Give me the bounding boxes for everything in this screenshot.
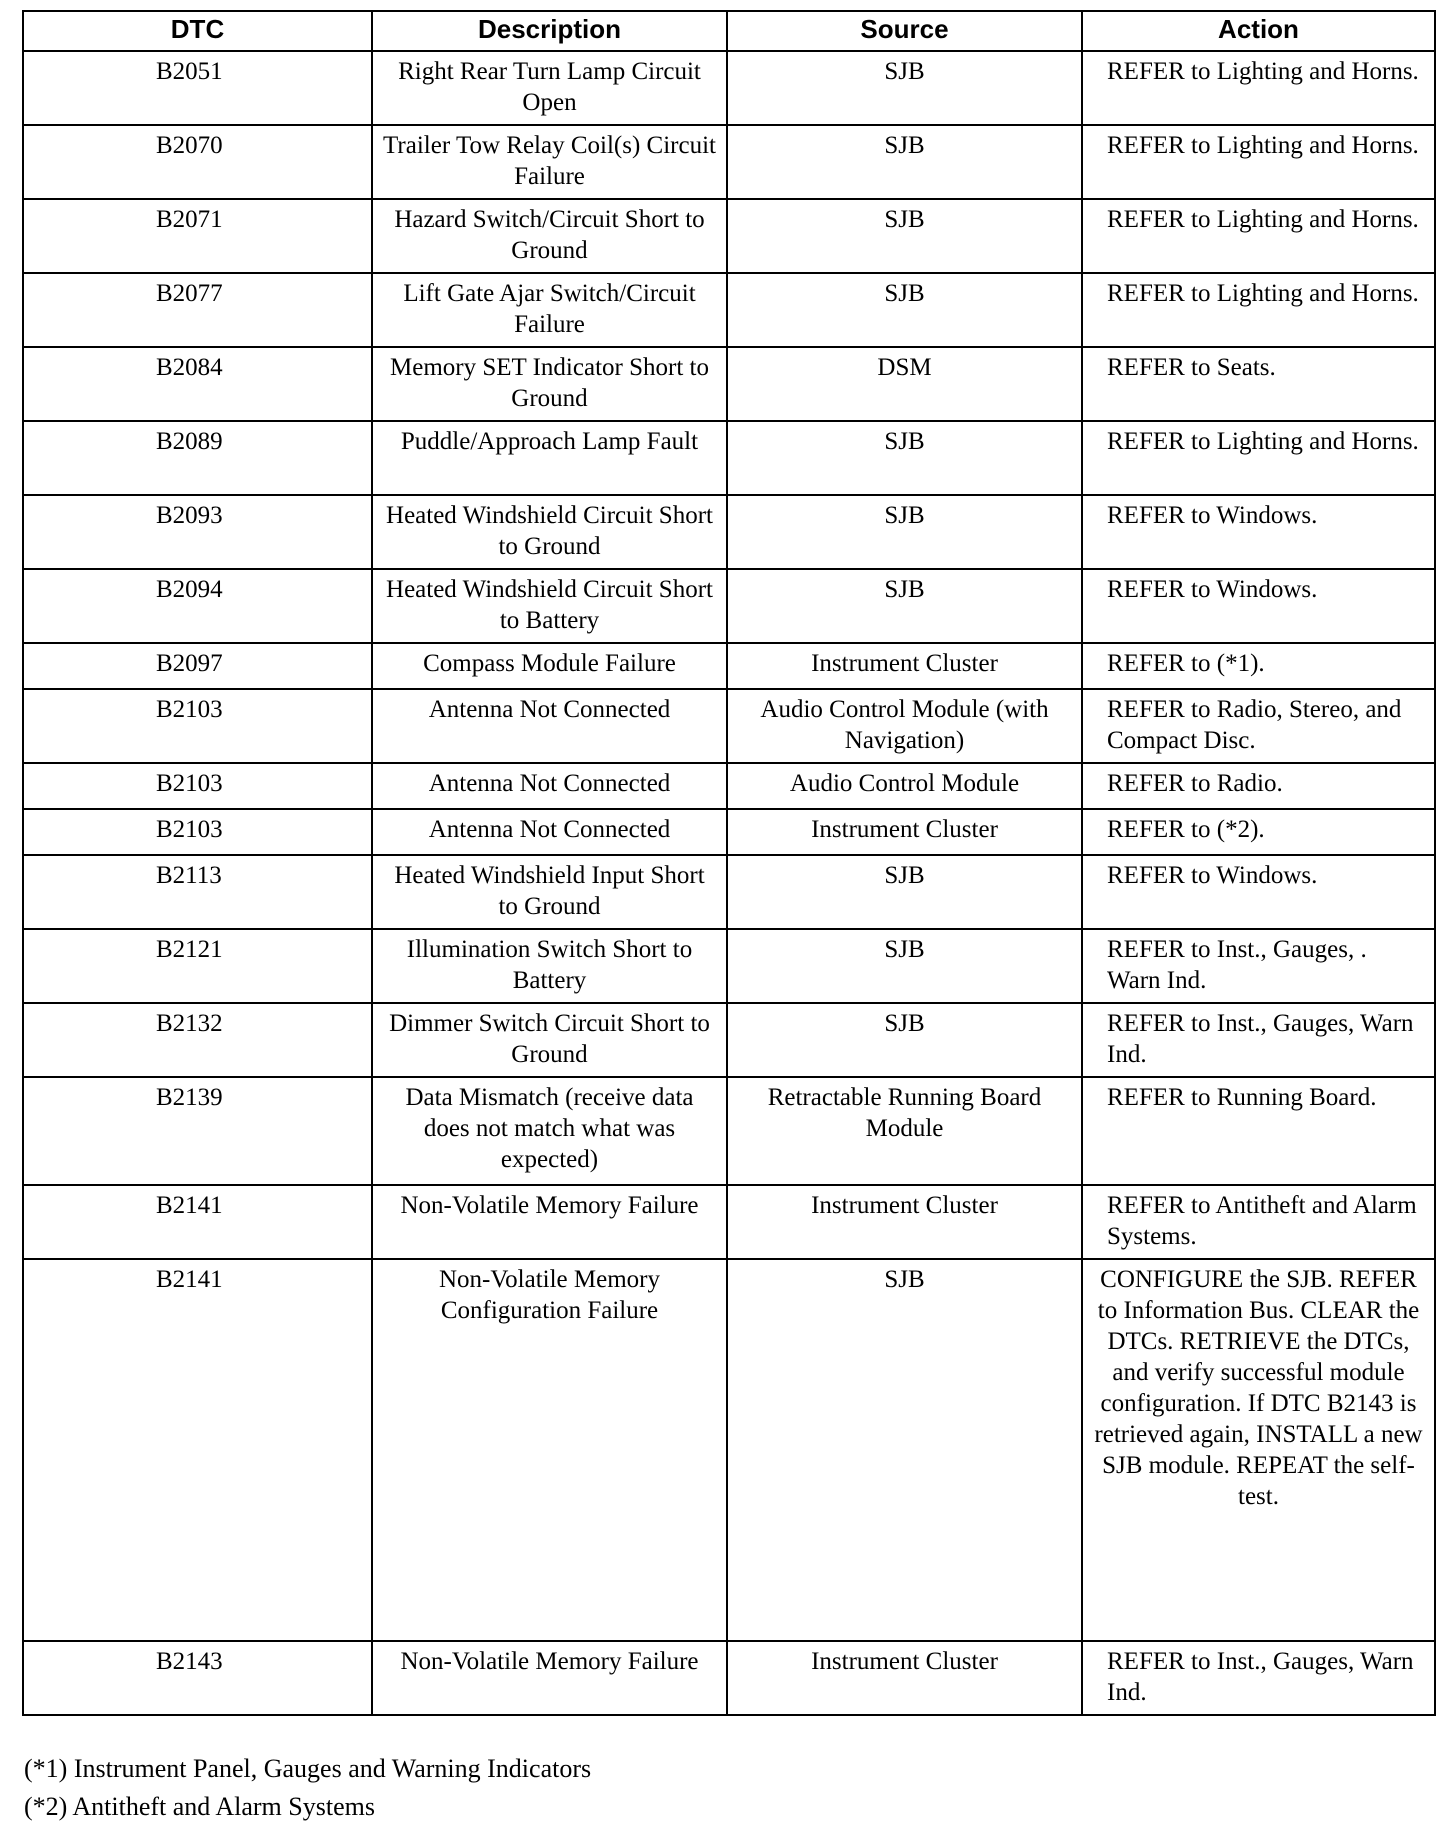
dtc-source: SJB	[727, 929, 1082, 1003]
dtc-description: Memory SET Indicator Short to Ground	[372, 347, 727, 421]
dtc-description: Lift Gate Ajar Switch/Circuit Failure	[372, 273, 727, 347]
dtc-description: Illumination Switch Short to Battery	[372, 929, 727, 1003]
dtc-code: B2143	[23, 1641, 372, 1715]
dtc-description: Antenna Not Connected	[372, 689, 727, 763]
dtc-description: Puddle/Approach Lamp Fault	[372, 421, 727, 495]
table-row	[23, 763, 1435, 809]
table-row	[23, 347, 1435, 421]
dtc-code: B2089	[23, 421, 372, 495]
dtc-description: Antenna Not Connected	[372, 763, 727, 809]
dtc-action: REFER to (*2).	[1082, 809, 1435, 855]
table-row	[23, 1259, 1435, 1641]
header-description: Description	[372, 11, 727, 51]
dtc-code: B2141	[23, 1185, 372, 1259]
dtc-code: B2103	[23, 689, 372, 763]
dtc-code: B2103	[23, 763, 372, 809]
dtc-code: B2132	[23, 1003, 372, 1077]
dtc-action: REFER to Lighting and Horns.	[1082, 421, 1435, 495]
dtc-description: Trailer Tow Relay Coil(s) Circuit Failure	[372, 125, 727, 199]
dtc-code: B2141	[23, 1259, 372, 1641]
table-row	[23, 689, 1435, 763]
dtc-source: Instrument Cluster	[727, 1185, 1082, 1259]
dtc-source: SJB	[727, 495, 1082, 569]
dtc-description: Heated Windshield Input Short to Ground	[372, 855, 727, 929]
dtc-code: B2071	[23, 199, 372, 273]
dtc-code: B2113	[23, 855, 372, 929]
dtc-source: SJB	[727, 569, 1082, 643]
header-dtc: DTC	[23, 11, 372, 51]
table-row	[23, 929, 1435, 1003]
dtc-code: B2121	[23, 929, 372, 1003]
dtc-action: REFER to Lighting and Horns.	[1082, 125, 1435, 199]
dtc-description: Hazard Switch/Circuit Short to Ground	[372, 199, 727, 273]
dtc-description: Right Rear Turn Lamp Circuit Open	[372, 51, 727, 125]
table-row	[23, 51, 1435, 125]
dtc-source: SJB	[727, 855, 1082, 929]
dtc-action: REFER to Inst., Gauges, Warn Ind.	[1082, 1641, 1435, 1715]
dtc-description: Data Mismatch (receive data does not match what was expected)	[372, 1077, 727, 1185]
dtc-source: Instrument Cluster	[727, 1641, 1082, 1715]
dtc-source: Audio Control Module	[727, 763, 1082, 809]
dtc-code: B2084	[23, 347, 372, 421]
dtc-source: SJB	[727, 1003, 1082, 1077]
dtc-action: CONFIGURE the SJB. REFER to Information Bus. CLEAR the DTCs. RETRIEVE the DTCs, and verify successful module configuration. If DTC B2143 is retrieved again, INSTALL a new SJB module. REPEAT the self-test.	[1082, 1259, 1435, 1641]
dtc-source: Instrument Cluster	[727, 643, 1082, 689]
dtc-source: DSM	[727, 347, 1082, 421]
table-row	[23, 495, 1435, 569]
dtc-code: B2077	[23, 273, 372, 347]
table-row	[23, 273, 1435, 347]
dtc-code: B2139	[23, 1077, 372, 1185]
dtc-action: REFER to Radio, Stereo, and Compact Disc.	[1082, 689, 1435, 763]
table-row	[23, 855, 1435, 929]
dtc-description: Dimmer Switch Circuit Short to Ground	[372, 1003, 727, 1077]
dtc-source: SJB	[727, 273, 1082, 347]
dtc-code: B2070	[23, 125, 372, 199]
dtc-action: REFER to Seats.	[1082, 347, 1435, 421]
dtc-action: REFER to Inst., Gauges, Warn Ind.	[1082, 1003, 1435, 1077]
dtc-description: Heated Windshield Circuit Short to Battery	[372, 569, 727, 643]
dtc-source: SJB	[727, 51, 1082, 125]
table-row	[23, 199, 1435, 273]
dtc-source: Instrument Cluster	[727, 809, 1082, 855]
header-source: Source	[727, 11, 1082, 51]
dtc-code: B2051	[23, 51, 372, 125]
dtc-action: REFER to Running Board.	[1082, 1077, 1435, 1185]
table-row	[23, 125, 1435, 199]
footnote-2: (*2) Antitheft and Alarm Systems	[24, 1792, 375, 1821]
dtc-description: Antenna Not Connected	[372, 809, 727, 855]
header-action: Action	[1082, 11, 1435, 51]
dtc-action: REFER to Antitheft and Alarm Systems.	[1082, 1185, 1435, 1259]
table-row	[23, 569, 1435, 643]
dtc-action: REFER to Windows.	[1082, 855, 1435, 929]
dtc-action: REFER to Radio.	[1082, 763, 1435, 809]
dtc-description: Non-Volatile Memory Failure	[372, 1641, 727, 1715]
dtc-action: REFER to (*1).	[1082, 643, 1435, 689]
dtc-action: REFER to Windows.	[1082, 495, 1435, 569]
dtc-code: B2094	[23, 569, 372, 643]
table-row	[23, 1003, 1435, 1077]
table-row	[23, 1641, 1435, 1715]
dtc-code: B2093	[23, 495, 372, 569]
dtc-source: SJB	[727, 421, 1082, 495]
dtc-source: SJB	[727, 1259, 1082, 1641]
dtc-source: SJB	[727, 199, 1082, 273]
dtc-description: Non-Volatile Memory Configuration Failure	[372, 1259, 727, 1641]
dtc-code: B2103	[23, 809, 372, 855]
dtc-description: Compass Module Failure	[372, 643, 727, 689]
dtc-action: REFER to Inst., Gauges, . Warn Ind.	[1082, 929, 1435, 1003]
table-row	[23, 1077, 1435, 1185]
dtc-action: REFER to Lighting and Horns.	[1082, 273, 1435, 347]
dtc-table	[22, 10, 1436, 1716]
dtc-source: Audio Control Module (with Navigation)	[727, 689, 1082, 763]
table-header-row	[23, 11, 1435, 51]
dtc-action: REFER to Lighting and Horns.	[1082, 199, 1435, 273]
table-row	[23, 421, 1435, 495]
dtc-source: SJB	[727, 125, 1082, 199]
dtc-action: REFER to Windows.	[1082, 569, 1435, 643]
table-row	[23, 643, 1435, 689]
table-row	[23, 809, 1435, 855]
dtc-description: Non-Volatile Memory Failure	[372, 1185, 727, 1259]
footnote-1: (*1) Instrument Panel, Gauges and Warning Indicators	[24, 1754, 592, 1783]
dtc-source: Retractable Running Board Module	[727, 1077, 1082, 1185]
dtc-description: Heated Windshield Circuit Short to Ground	[372, 495, 727, 569]
table-row	[23, 1185, 1435, 1259]
dtc-code: B2097	[23, 643, 372, 689]
footnotes	[24, 1750, 591, 1826]
dtc-action: REFER to Lighting and Horns.	[1082, 51, 1435, 125]
